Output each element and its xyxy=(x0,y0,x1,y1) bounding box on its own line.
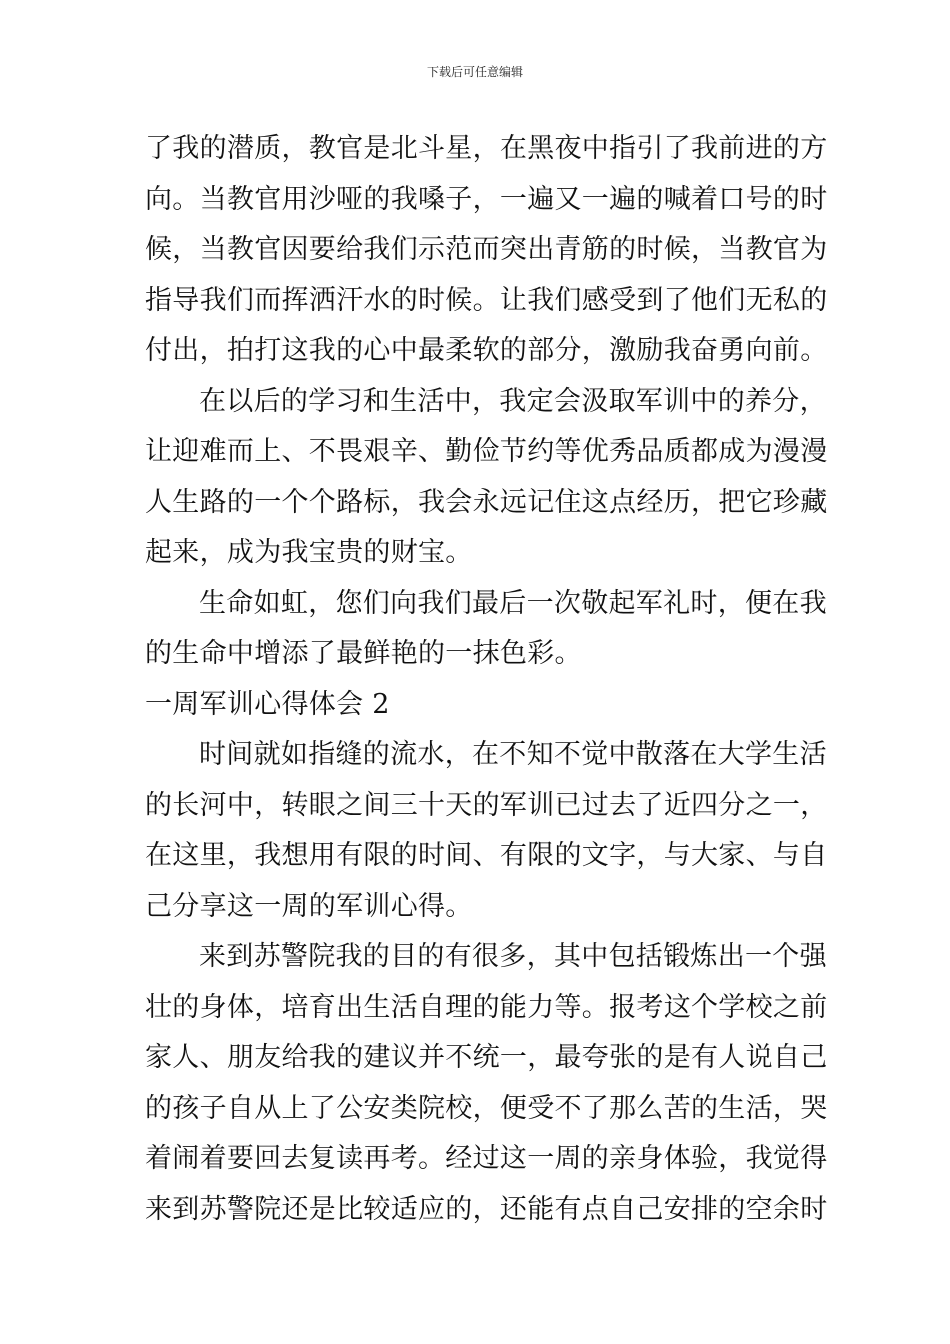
text-line: 候，当教官因要给我们示范而突出青筋的时候，当教官为 xyxy=(145,234,828,265)
text-line: 着闹着要回去复读再考。经过这一周的亲身体验，我觉得 xyxy=(145,1143,828,1174)
text-line: 家人、朋友给我的建议并不统一，最夸张的是有人说自己 xyxy=(145,1042,828,1073)
text-line: 来到苏警院还是比较适应的，还能有点自己安排的空余时 xyxy=(145,1193,828,1225)
text-line: 的孩子自从上了公安类院校，便受不了那么苦的生活，哭 xyxy=(145,1092,828,1124)
text-line: 付出，拍打这我的心中最柔软的部分，激励我奋勇向前。 xyxy=(145,335,828,366)
text-line: 起来，成为我宝贵的财宝。 xyxy=(145,537,473,568)
text-line: 人生路的一个个路标，我会永远记住这点经历，把它珍藏 xyxy=(145,486,828,518)
text-line: 己分享这一周的军训心得。 xyxy=(145,890,473,922)
text-line: 壮的身体，培育出生活自理的能力等。报考这个学校之前 xyxy=(145,991,828,1023)
text-line: 了我的潜质，教官是北斗星，在黑夜中指引了我前进的方 xyxy=(145,133,828,164)
paragraph-first-line: 来到苏警院我的目的有很多，其中包括锻炼出一个强 xyxy=(199,941,827,972)
text-line: 指导我们而挥洒汗水的时候。让我们感受到了他们无私的 xyxy=(145,284,828,316)
text-line: 让迎难而上、不畏艰辛、勤俭节约等优秀品质都成为漫漫 xyxy=(145,436,828,467)
paragraph-first-line: 在以后的学习和生活中，我定会汲取军训中的养分， xyxy=(199,385,827,417)
paragraph-first-line: 时间就如指缝的流水，在不知不觉中散落在大学生活 xyxy=(199,739,827,770)
text-line: 的长河中，转眼之间三十天的军训已过去了近四分之一， xyxy=(145,789,828,821)
text-line: 的生命中增添了最鲜艳的一抹色彩。 xyxy=(145,638,582,669)
text-line: 向。当教官用沙哑的我嗓子，一遍又一遍的喊着口号的时 xyxy=(145,183,828,215)
page-header: 下载后可任意编辑 xyxy=(426,65,523,79)
paragraph-first-line: 生命如虹，您们向我们最后一次敬起军礼时，便在我 xyxy=(199,587,827,619)
section-heading: 一周军训心得体会 2 xyxy=(145,688,390,720)
text-line: 在这里，我想用有限的时间、有限的文字，与大家、与自 xyxy=(145,840,828,871)
document-body xyxy=(145,124,828,1235)
